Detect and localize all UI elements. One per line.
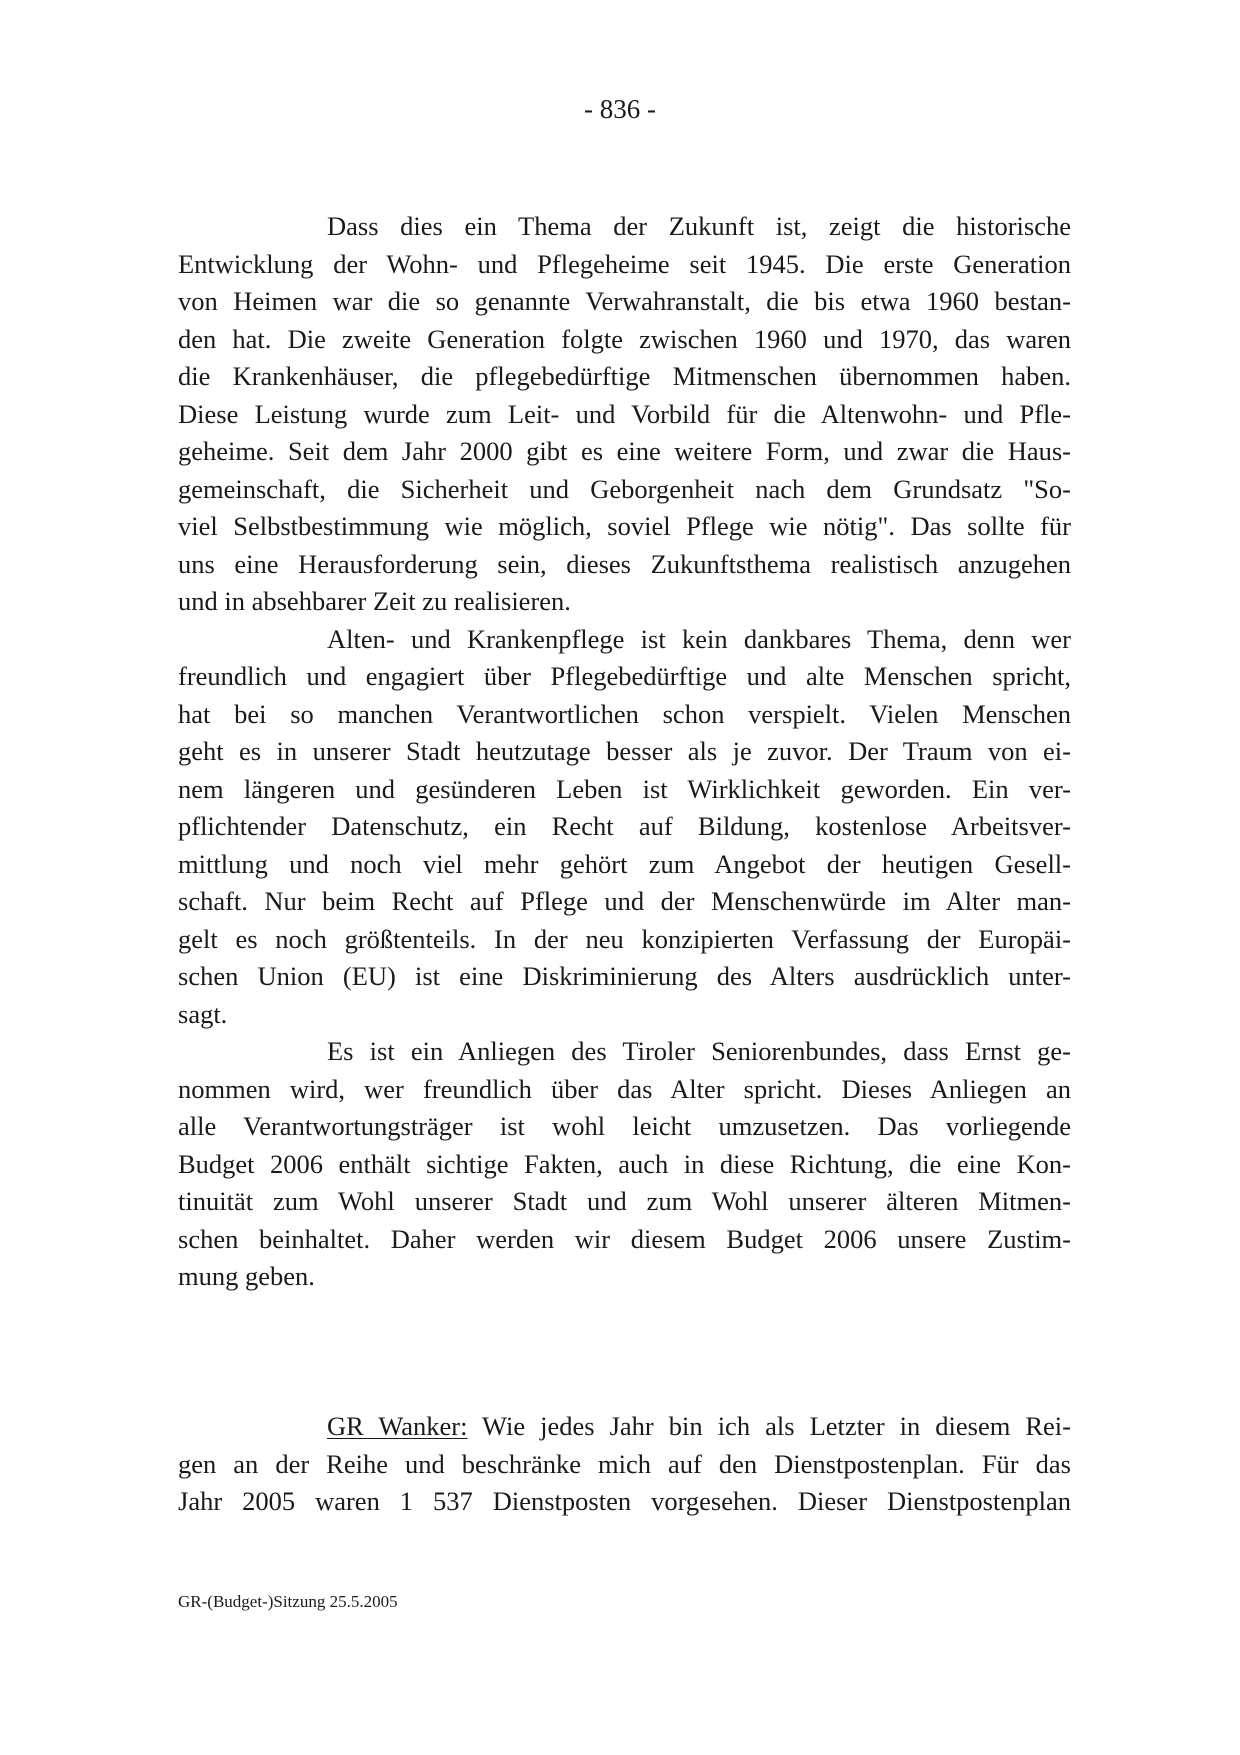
speech-block: [178, 1408, 1071, 1521]
text-line: gelt es noch größtenteils. In der neu konzipierten Verfassung der Europäi-: [178, 923, 1071, 954]
text-line: und in absehbarer Zeit zu realisieren.: [178, 586, 571, 616]
text-line: die Krankenhäuser, die pflegebedürftige Mitmenschen übernommen haben.: [178, 361, 1071, 391]
text-line: nem längeren und gesünderen Leben ist Wirklichkeit geworden. Ein ver-: [178, 773, 1071, 804]
text-line: pflichtender Datenschutz, ein Recht auf Bildung, kostenlose Arbeitsver-: [178, 811, 1071, 841]
text-line: mung geben.: [178, 1261, 315, 1291]
text-line: freundlich und engagiert über Pflegebedürftige und alte Menschen spricht,: [178, 661, 1071, 691]
text-line: Dass dies ein Thema der Zukunft ist, zeigt die historische: [327, 211, 1071, 241]
paragraph-2: [178, 621, 1071, 1034]
text-line: schaft. Nur beim Recht auf Pflege und der Menschenwürde im Alter man-: [178, 886, 1071, 916]
text-line: viel Selbstbestimmung wie möglich, soviel Pflege wie nötig". Das sollte für: [178, 511, 1071, 541]
paragraph-3: [178, 1033, 1071, 1296]
text-line: gemeinschaft, die Sicherheit und Geborgenheit nach dem Grundsatz "So-: [178, 473, 1071, 504]
text-line: gen an der Reihe und beschränke mich auf den Dienstpostenplan. Für das: [178, 1448, 1071, 1479]
text-line: alle Verantwortungsträger ist wohl leicht umzusetzen. Das vorliegende: [178, 1111, 1071, 1141]
text-line: schen beinhaltet. Daher werden wir diesem Budget 2006 unsere Zustim-: [178, 1223, 1071, 1254]
text-line: hat bei so manchen Verantwortlichen schon verspielt. Vielen Menschen: [178, 698, 1071, 729]
text-line: schen Union (EU) ist eine Diskriminierung des Alters ausdrücklich unter-: [178, 961, 1071, 991]
text-line: Budget 2006 enthält sichtige Fakten, auch in diese Richtung, die eine Kon-: [178, 1148, 1071, 1179]
text-line: geht es in unserer Stadt heutzutage besser als je zuvor. Der Traum von ei-: [178, 736, 1071, 766]
text-line: den hat. Die zweite Generation folgte zwischen 1960 und 1970, das waren: [178, 323, 1071, 354]
text-line: [178, 1408, 1071, 1446]
text-line: Jahr 2005 waren 1 537 Dienstposten vorgesehen. Dieser Dienstpostenplan: [178, 1486, 1071, 1516]
text-line: uns eine Herausforderung sein, dieses Zukunftsthema realistisch anzugehen: [178, 548, 1071, 579]
text-line: Es ist ein Anliegen des Tiroler Seniorenbundes, dass Ernst ge-: [327, 1036, 1071, 1066]
speaker-name: GR Wanker:: [327, 1411, 468, 1441]
paragraph-1: [178, 208, 1071, 621]
text-line: Diese Leistung wurde zum Leit- und Vorbild für die Altenwohn- und Pfle-: [178, 398, 1071, 429]
text-line: geheime. Seit dem Jahr 2000 gibt es eine weitere Form, und zwar die Haus-: [178, 436, 1071, 466]
footer-session-label: GR-(Budget-)Sitzung 25.5.2005: [178, 1592, 398, 1611]
text-line: nommen wird, wer freundlich über das Alter spricht. Dieses Anliegen an: [178, 1073, 1071, 1104]
text-line: Entwicklung der Wohn- und Pflegeheime seit 1945. Die erste Generation: [178, 248, 1071, 279]
text-line: von Heimen war die so genannte Verwahranstalt, die bis etwa 1960 bestan-: [178, 286, 1071, 316]
page-number: - 836 -: [584, 94, 656, 124]
speech-paragraph: [178, 1408, 1071, 1521]
text-line: sagt.: [178, 998, 228, 1029]
text-line: Alten- und Krankenpflege ist kein dankbares Thema, denn wer: [327, 623, 1071, 654]
text-line: tinuität zum Wohl unserer Stadt und zum Wohl unserer älteren Mitmen-: [178, 1186, 1071, 1216]
text-line: mittlung und noch viel mehr gehört zum Angebot der heutigen Gesell-: [178, 848, 1071, 879]
body-text-block: [178, 208, 1071, 1296]
speech-first-line-text: Wie jedes Jahr bin ich als Letzter in diesem Rei-: [467, 1411, 1071, 1441]
